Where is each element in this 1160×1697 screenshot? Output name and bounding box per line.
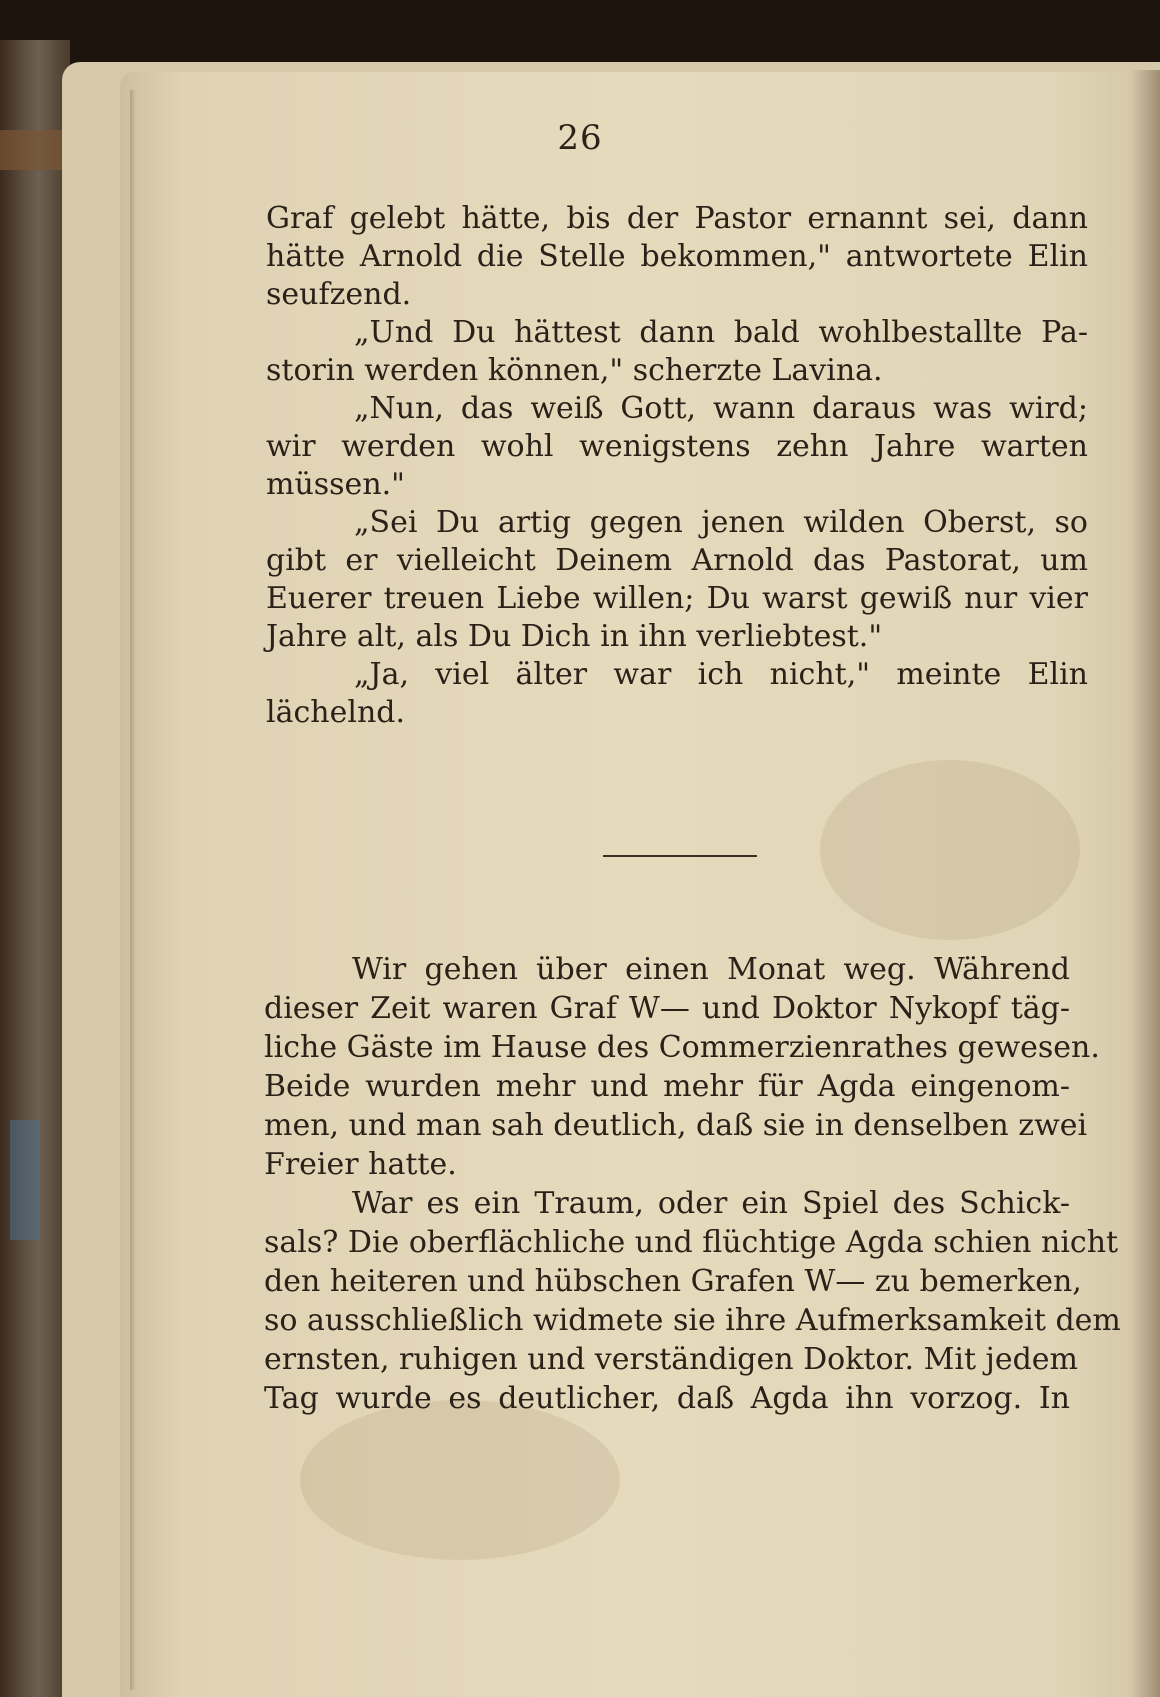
page-gutter (130, 90, 136, 1690)
text-line: wir werden wohl wenigstens zehn Jahre warten (266, 429, 1088, 464)
text-line: Freier hatte. (264, 1147, 457, 1182)
spine-stain (10, 1120, 40, 1240)
text-line: Graf gelebt hätte, bis der Pastor ernannt sei, dann (266, 201, 1088, 236)
page-number: 26 (557, 118, 603, 158)
text-line: hätte Arnold die Stelle bekommen," antwortete Elin (266, 239, 1088, 274)
text-line: Euerer treuen Liebe willen; Du warst gewiß nur vier (266, 581, 1088, 616)
text-line: Beide wurden mehr und mehr für Agda eingenom- (264, 1069, 1070, 1104)
text-line: „Ja, viel älter war ich nicht," meinte Elin (354, 657, 1088, 692)
book-spine (0, 40, 70, 1697)
text-line: „Und Du hättest dann bald wohlbestallte Pa- (354, 315, 1088, 350)
text-line: müssen." (266, 467, 405, 502)
text-line: so ausschließlich widmete sie ihre Aufmerksamkeit dem (264, 1303, 1121, 1338)
paper-stain (300, 1400, 620, 1560)
text-line: ernsten, ruhigen und verständigen Doktor. Mit jedem (264, 1342, 1078, 1377)
text-line: Tag wurde es deutlicher, daß Agda ihn vorzog. In (264, 1381, 1070, 1416)
text-line: lächelnd. (266, 695, 406, 730)
text-line: Wir gehen über einen Monat weg. Während (352, 952, 1070, 987)
text-line: seufzend. (266, 277, 412, 312)
text-line: Jahre alt, als Du Dich in ihn verliebtest." (266, 619, 883, 654)
text-line: gibt er vielleicht Deinem Arnold das Pastorat, um (266, 543, 1088, 578)
paper-stain (820, 760, 1080, 940)
text-block-lower (264, 950, 1121, 1418)
section-divider (603, 855, 757, 857)
text-line: „Sei Du artig gegen jenen wilden Oberst, so (354, 505, 1088, 540)
text-line: men, und man sah deutlich, daß sie in denselben zwei (264, 1108, 1088, 1143)
page-edge-shadow (1130, 70, 1160, 1697)
text-line: sals? Die oberflächliche und flüchtige Agda schien nicht (264, 1225, 1119, 1260)
text-block-upper (266, 200, 1088, 732)
text-line: den heiteren und hübschen Grafen W— zu bemerken, (264, 1264, 1082, 1299)
text-line: liche Gäste im Hause des Commerzienrathes gewesen. (264, 1030, 1100, 1065)
text-line: „Nun, das weiß Gott, wann daraus was wird; (354, 391, 1088, 426)
text-line: War es ein Traum, oder ein Spiel des Schick- (352, 1186, 1070, 1221)
text-line: dieser Zeit waren Graf W— und Doktor Nykopf täg- (264, 991, 1070, 1026)
text-line: storin werden können," scherzte Lavina. (266, 353, 883, 388)
